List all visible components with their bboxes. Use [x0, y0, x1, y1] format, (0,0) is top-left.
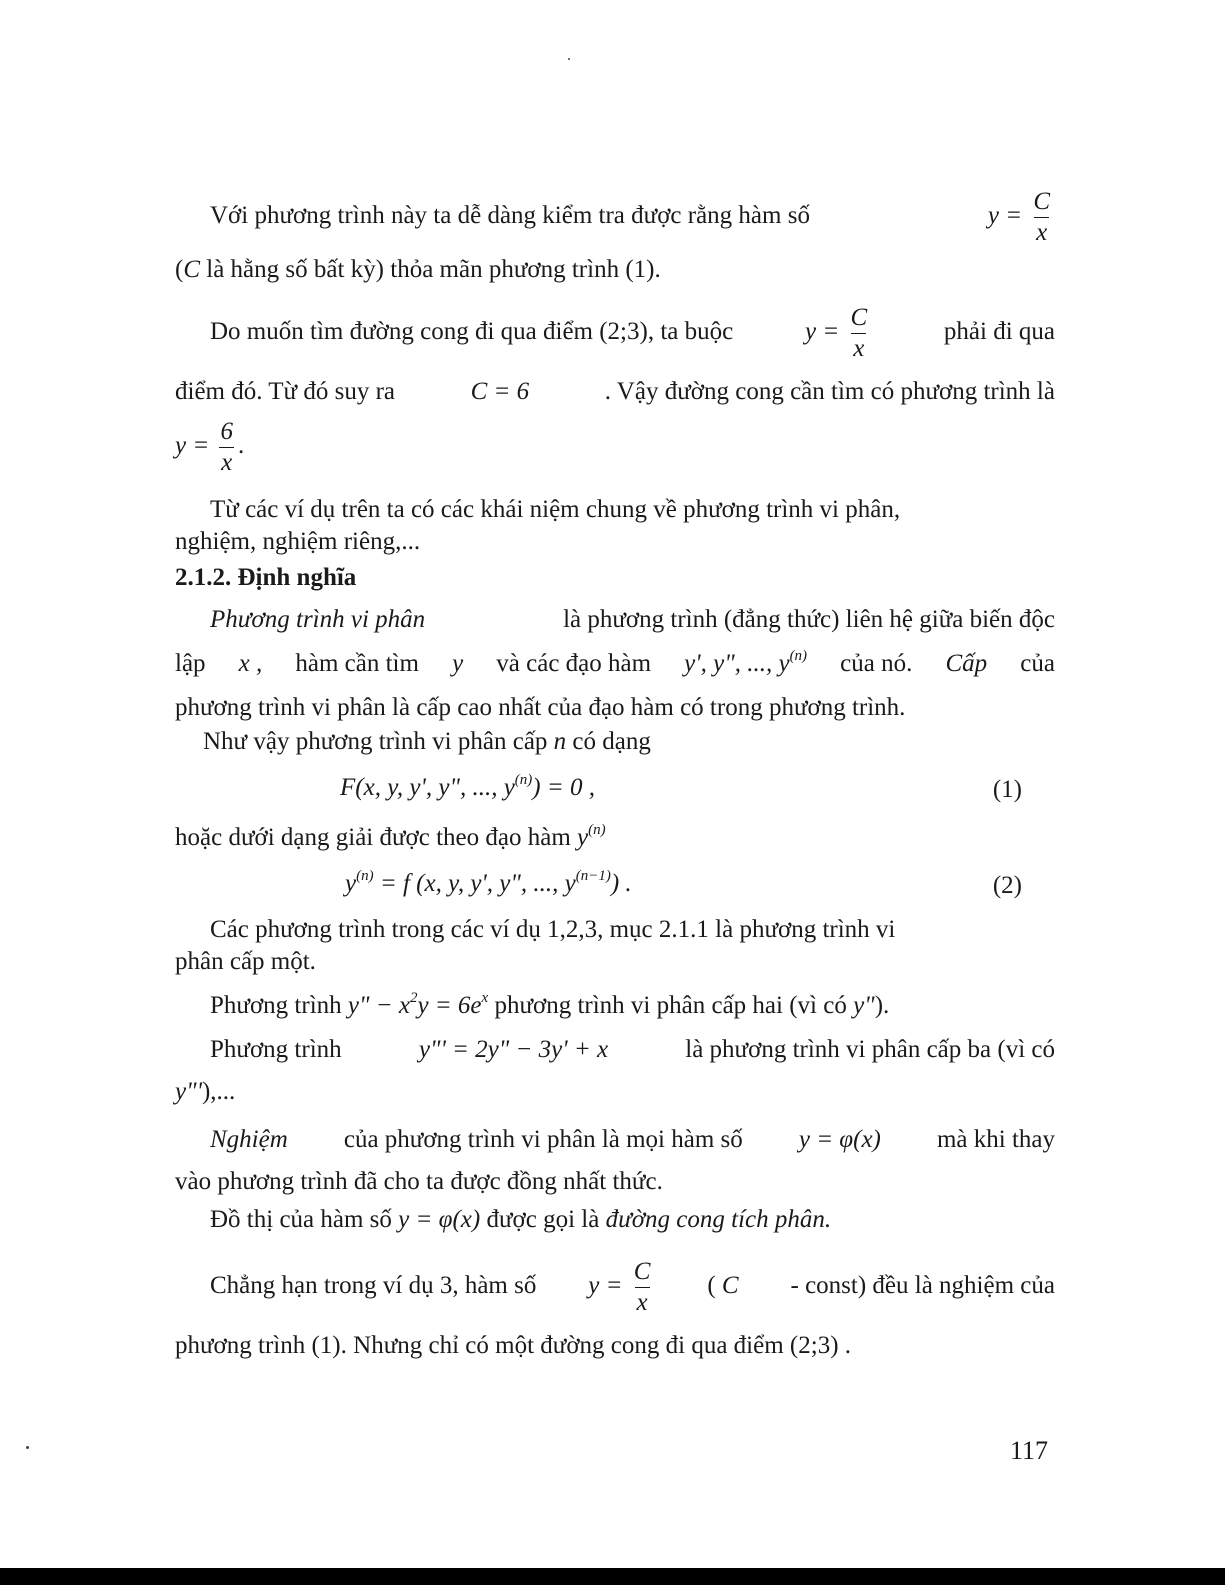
text: (	[707, 1272, 716, 1299]
math	[348, 992, 488, 1019]
math-text: y = φ(x)	[398, 1206, 481, 1233]
paragraph-line	[210, 990, 1055, 1022]
fraction-denominator: x	[221, 448, 233, 476]
paragraph-line	[175, 410, 295, 482]
paragraph-line	[175, 376, 1055, 408]
fraction	[1031, 187, 1052, 248]
text: .	[237, 432, 245, 459]
text: hàm cần tìm	[295, 650, 419, 677]
math-text: F(x, y, y', y", ..., y	[340, 774, 515, 801]
fraction-numerator: C	[850, 303, 868, 331]
text: Do muốn tìm đường cong đi qua điểm (2;3), ta buộc	[210, 318, 734, 345]
paragraph-line	[175, 648, 1055, 680]
text: Đồ thị của hàm số	[210, 1206, 392, 1233]
math-text: y	[577, 824, 589, 851]
scan-border	[0, 1568, 1225, 1585]
equation-number: (1)	[992, 776, 1022, 803]
text: phải đi qua	[943, 318, 1055, 345]
math-text: y"'	[175, 1078, 202, 1105]
fraction	[848, 303, 869, 364]
fraction	[218, 417, 235, 478]
text: của nó.	[840, 650, 913, 677]
math	[577, 824, 606, 851]
paragraph-line: Các phương trình trong các ví dụ 1,2,3, mục 2.1.1 là phương trình vi	[210, 916, 896, 943]
equation-number: (2)	[992, 872, 1022, 899]
paragraph-line: phương trình vi phân là cấp cao nhất của đạo hàm có trong phương trình.	[175, 694, 906, 721]
paragraph-line	[210, 1250, 1055, 1322]
paragraph-line	[210, 180, 1055, 252]
term: Cấp	[945, 650, 988, 677]
fraction-numerator: C	[633, 1257, 651, 1285]
text: ),...	[201, 1078, 236, 1105]
math-text: C	[183, 256, 201, 283]
paragraph-line: Từ các ví dụ trên ta có các khái niệm chung về phương trình vi phân,	[210, 496, 901, 523]
math-text: y" − x	[347, 992, 410, 1019]
paragraph-line	[210, 1124, 1055, 1156]
text: - const) đều là nghiệm của	[790, 1272, 1055, 1299]
section-heading: 2.1.2. Định nghĩa	[175, 564, 357, 591]
text: mà khi thay	[936, 1126, 1055, 1153]
text: . Vậy đường cong cần tìm có phương trình là	[604, 378, 1055, 405]
term: Phương trình vi phân	[210, 606, 426, 633]
fraction-numerator: 6	[220, 417, 233, 445]
equation-2	[345, 868, 632, 900]
fraction-denominator: x	[1036, 218, 1048, 246]
text: phương trình vi phân cấp hai (vì có	[494, 992, 847, 1019]
math-text: y"' = 2y" − 3y' + x	[418, 1036, 609, 1063]
text: Chẳng hạn trong ví dụ 3, hàm số	[210, 1272, 537, 1299]
text: là phương trình (đẳng thức) liên hệ giữa biến độc	[563, 606, 1055, 633]
text: Với phương trình này ta dễ dàng kiểm tra được rằng hàm số	[210, 202, 810, 229]
text: (	[175, 256, 184, 283]
term: đường cong tích phân.	[605, 1206, 832, 1233]
scan-speck	[26, 1446, 29, 1449]
paragraph-line	[175, 254, 1055, 286]
math-text: y = φ(x)	[798, 1126, 881, 1153]
text: của	[1020, 650, 1055, 677]
paragraph-line	[210, 1204, 1055, 1236]
equation-1	[340, 772, 595, 804]
superscript: (n)	[789, 648, 808, 664]
math-text: x ,	[238, 650, 263, 677]
text: phương trình (1). Nhưng chỉ có một đường cong đi qua điểm	[175, 1332, 784, 1359]
text: được gọi là	[486, 1206, 600, 1233]
superscript: (n)	[356, 868, 374, 884]
math-text: y', y", ..., y	[684, 650, 790, 677]
page-number: 117	[1010, 1436, 1049, 1465]
superscript: (n)	[588, 822, 606, 838]
math-text: y =	[987, 202, 1023, 229]
text: của phương trình vi phân là mọi hàm số	[343, 1126, 743, 1153]
math-text: n	[553, 728, 567, 755]
paragraph-line	[210, 604, 1055, 636]
paragraph-line	[175, 1076, 1055, 1108]
math-text: y =	[175, 432, 210, 459]
paragraph-line	[175, 822, 1055, 854]
text: có dạng	[572, 728, 651, 755]
text: là phương trình vi phân cấp ba (vì có	[685, 1036, 1055, 1063]
paragraph-line	[175, 1330, 1055, 1362]
text: điểm đó. Từ đó suy ra	[175, 378, 396, 405]
math-text: C = 6	[470, 378, 530, 405]
math-text: y	[345, 870, 357, 897]
paragraph-line: phân cấp một.	[175, 948, 316, 975]
math-text: C	[721, 1272, 739, 1299]
fraction-denominator: x	[636, 1288, 648, 1316]
math	[684, 648, 807, 680]
math-text: = f (x, y, y', y", ..., y	[379, 870, 576, 897]
paragraph-line	[203, 726, 1083, 758]
fraction	[632, 1257, 653, 1318]
fraction-numerator: C	[1033, 187, 1050, 215]
math-text: y"	[853, 992, 875, 1019]
math-text: ) = 0 ,	[532, 774, 595, 801]
superscript: (n)	[514, 772, 533, 788]
math	[588, 1250, 655, 1322]
superscript: 2	[409, 990, 418, 1006]
text: Như vậy phương trình vi phân cấp	[203, 728, 548, 755]
math-text: y =	[804, 318, 840, 345]
paragraph-line	[210, 1034, 1055, 1066]
scan-speck	[568, 58, 570, 60]
math	[988, 180, 1055, 252]
text: Phương trình	[210, 992, 342, 1019]
superscript: (n−1)	[575, 868, 611, 884]
text: Phương trình	[210, 1036, 342, 1063]
paragraph-line	[210, 296, 1055, 368]
text: hoặc dưới dạng giải được theo đạo hàm	[175, 824, 571, 851]
math	[805, 296, 872, 368]
paragraph-line: nghiệm, nghiệm riêng,...	[175, 528, 421, 555]
math-text: y =	[588, 1272, 623, 1299]
text: là hằng số bất kỳ) thỏa mãn phương trình (1).	[206, 256, 661, 283]
text	[707, 1250, 738, 1322]
math-text: y = 6e	[417, 992, 482, 1019]
text: và các đạo hàm	[496, 650, 652, 677]
math-text: y	[452, 650, 464, 677]
term: Nghiệm	[210, 1126, 288, 1153]
text: ).	[874, 992, 890, 1019]
fraction-denominator: x	[853, 334, 865, 362]
superscript: x	[481, 990, 489, 1006]
paragraph-line: vào phương trình đã cho ta được đồng nhất thức.	[175, 1168, 663, 1195]
math-text: ) .	[610, 870, 632, 897]
text: (2;3) .	[789, 1332, 852, 1359]
text: lập	[175, 650, 206, 677]
